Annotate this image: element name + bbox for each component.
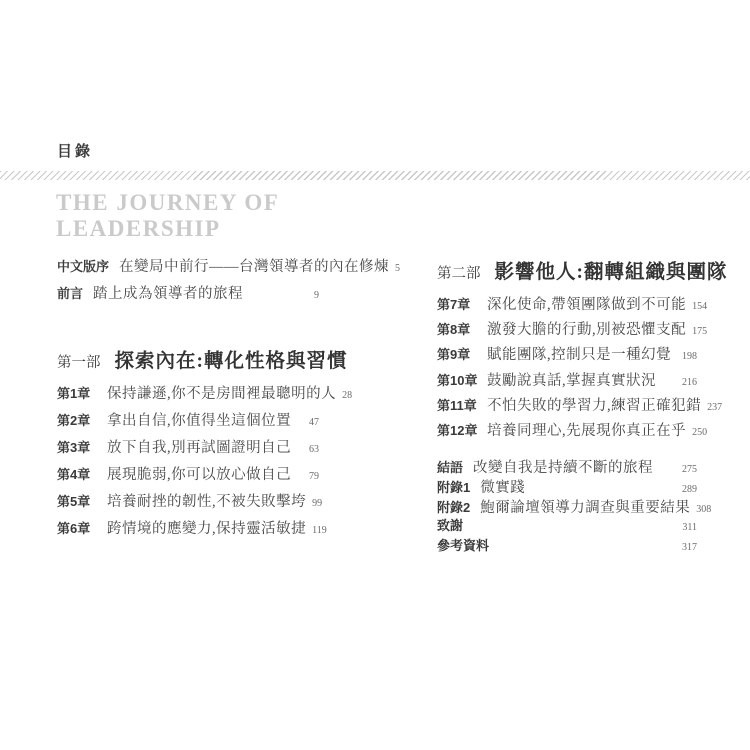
entry-page-number: 216 <box>682 377 697 388</box>
toc-left-column <box>57 0 401 750</box>
entry-title: 微實踐 <box>480 480 526 496</box>
entry-page-number: 9 <box>314 290 319 301</box>
entry-title: 拿出自信,你值得坐這個位置 <box>107 413 292 429</box>
entry-title: 培養耐挫的韌性,不被失敗擊垮 <box>107 494 307 510</box>
toc-entry-ch10 <box>437 373 697 390</box>
entry-label: 參考資料 <box>437 538 490 553</box>
entry-title: 鼓勵說真話,掌握真實狀況 <box>487 373 657 389</box>
entry-label: 第11章 <box>437 398 477 413</box>
page-title: 目錄 <box>57 143 94 160</box>
entry-title: 在變局中前行——台灣領導者的內在修煉 <box>119 259 390 275</box>
toc-entry-acknowledgements <box>437 519 697 534</box>
entry-title: 賦能團隊,控制只是一種幻覺 <box>487 347 672 363</box>
entry-title: 踏上成為領導者的旅程 <box>93 286 244 302</box>
watermark-line2: LEADERSHIP <box>56 216 221 241</box>
part-title: 探索內在:轉化性格與習慣 <box>114 351 348 372</box>
entry-page-number: 154 <box>692 301 708 312</box>
entry-page-number: 28 <box>342 390 353 401</box>
toc-entry-ch1 <box>57 386 353 403</box>
entry-label: 第5章 <box>57 494 91 509</box>
entry-label: 第8章 <box>437 322 471 337</box>
toc-entry-appendix1 <box>437 480 697 497</box>
entry-page-number: 198 <box>682 351 697 362</box>
toc-entry-appendix2 <box>437 500 712 517</box>
toc-entry-ch7 <box>437 297 708 314</box>
part-label: 第一部 <box>57 355 101 371</box>
toc-entry-ch8 <box>437 322 708 339</box>
entry-page-number: 289 <box>682 484 697 495</box>
entry-page-number: 308 <box>696 504 712 515</box>
part-title: 影響他人:翻轉組織與團隊 <box>494 262 728 283</box>
toc-entry-foreword <box>57 286 319 303</box>
entry-page-number: 250 <box>692 427 708 438</box>
entry-title: 激發大膽的行動,別被恐懼支配 <box>487 322 687 338</box>
entry-label: 中文版序 <box>57 259 110 274</box>
toc-entry-ch11 <box>437 398 723 415</box>
part2-heading <box>437 263 728 283</box>
toc-entry-ch2 <box>57 413 319 430</box>
entry-page-number: 317 <box>682 542 697 553</box>
part1-heading <box>57 352 348 372</box>
entry-label: 前言 <box>57 286 84 301</box>
entry-label: 致謝 <box>437 518 464 533</box>
entry-title: 培養同理心,先展現你真正在乎 <box>487 423 687 439</box>
toc-entry-conclusion <box>437 460 697 477</box>
entry-title: 放下自我,別再試圖證明自己 <box>107 440 292 456</box>
entry-label: 第7章 <box>437 297 471 312</box>
entry-page-number: 275 <box>682 464 697 475</box>
entry-label: 附錄2 <box>437 500 471 515</box>
entry-label: 第1章 <box>57 386 91 401</box>
entry-label: 第9章 <box>437 347 471 362</box>
entry-label: 結語 <box>437 460 464 475</box>
toc-entry-ch12 <box>437 423 708 440</box>
entry-label: 第6章 <box>57 521 91 536</box>
entry-page-number: 119 <box>312 525 327 536</box>
toc-entry-preface-tw <box>57 259 401 276</box>
entry-page-number: 175 <box>692 326 708 337</box>
toc-entry-ch9 <box>437 347 697 364</box>
entry-label: 附錄1 <box>437 480 471 495</box>
entry-label: 第3章 <box>57 440 91 455</box>
entry-title: 改變自我是持續不斷的旅程 <box>473 460 654 476</box>
entry-label: 第4章 <box>57 467 91 482</box>
entry-page-number: 237 <box>707 402 723 413</box>
toc-right-column <box>437 0 728 750</box>
toc-entry-ch4 <box>57 467 319 484</box>
entry-title: 保持謙遜,你不是房間裡最聰明的人 <box>107 386 337 402</box>
toc-entry-ch5 <box>57 494 323 511</box>
entry-page-number: 47 <box>309 417 319 428</box>
entry-label: 第10章 <box>437 373 478 388</box>
entry-label: 第2章 <box>57 413 91 428</box>
toc-entry-ch3 <box>57 440 319 457</box>
entry-title: 跨情境的應變力,保持靈活敏捷 <box>107 521 307 537</box>
entry-page-number: 311 <box>682 522 697 533</box>
watermark-line1: THE JOURNEY OF <box>56 190 280 215</box>
entry-title: 展現脆弱,你可以放心做自己 <box>107 467 292 483</box>
entry-title: 鮑爾論壇領導力調查與重要結果 <box>480 500 691 516</box>
entry-page-number: 5 <box>395 263 401 274</box>
entry-title: 深化使命,帶領團隊做到不可能 <box>487 297 687 313</box>
toc-entry-references <box>437 539 697 554</box>
entry-title: 不怕失敗的學習力,練習正確犯錯 <box>487 398 702 414</box>
entry-page-number: 99 <box>312 498 323 509</box>
entry-page-number: 79 <box>309 471 319 482</box>
entry-page-number: 63 <box>309 444 319 455</box>
part-label: 第二部 <box>437 266 481 282</box>
toc-entry-ch6 <box>57 521 327 538</box>
entry-label: 第12章 <box>437 423 478 438</box>
